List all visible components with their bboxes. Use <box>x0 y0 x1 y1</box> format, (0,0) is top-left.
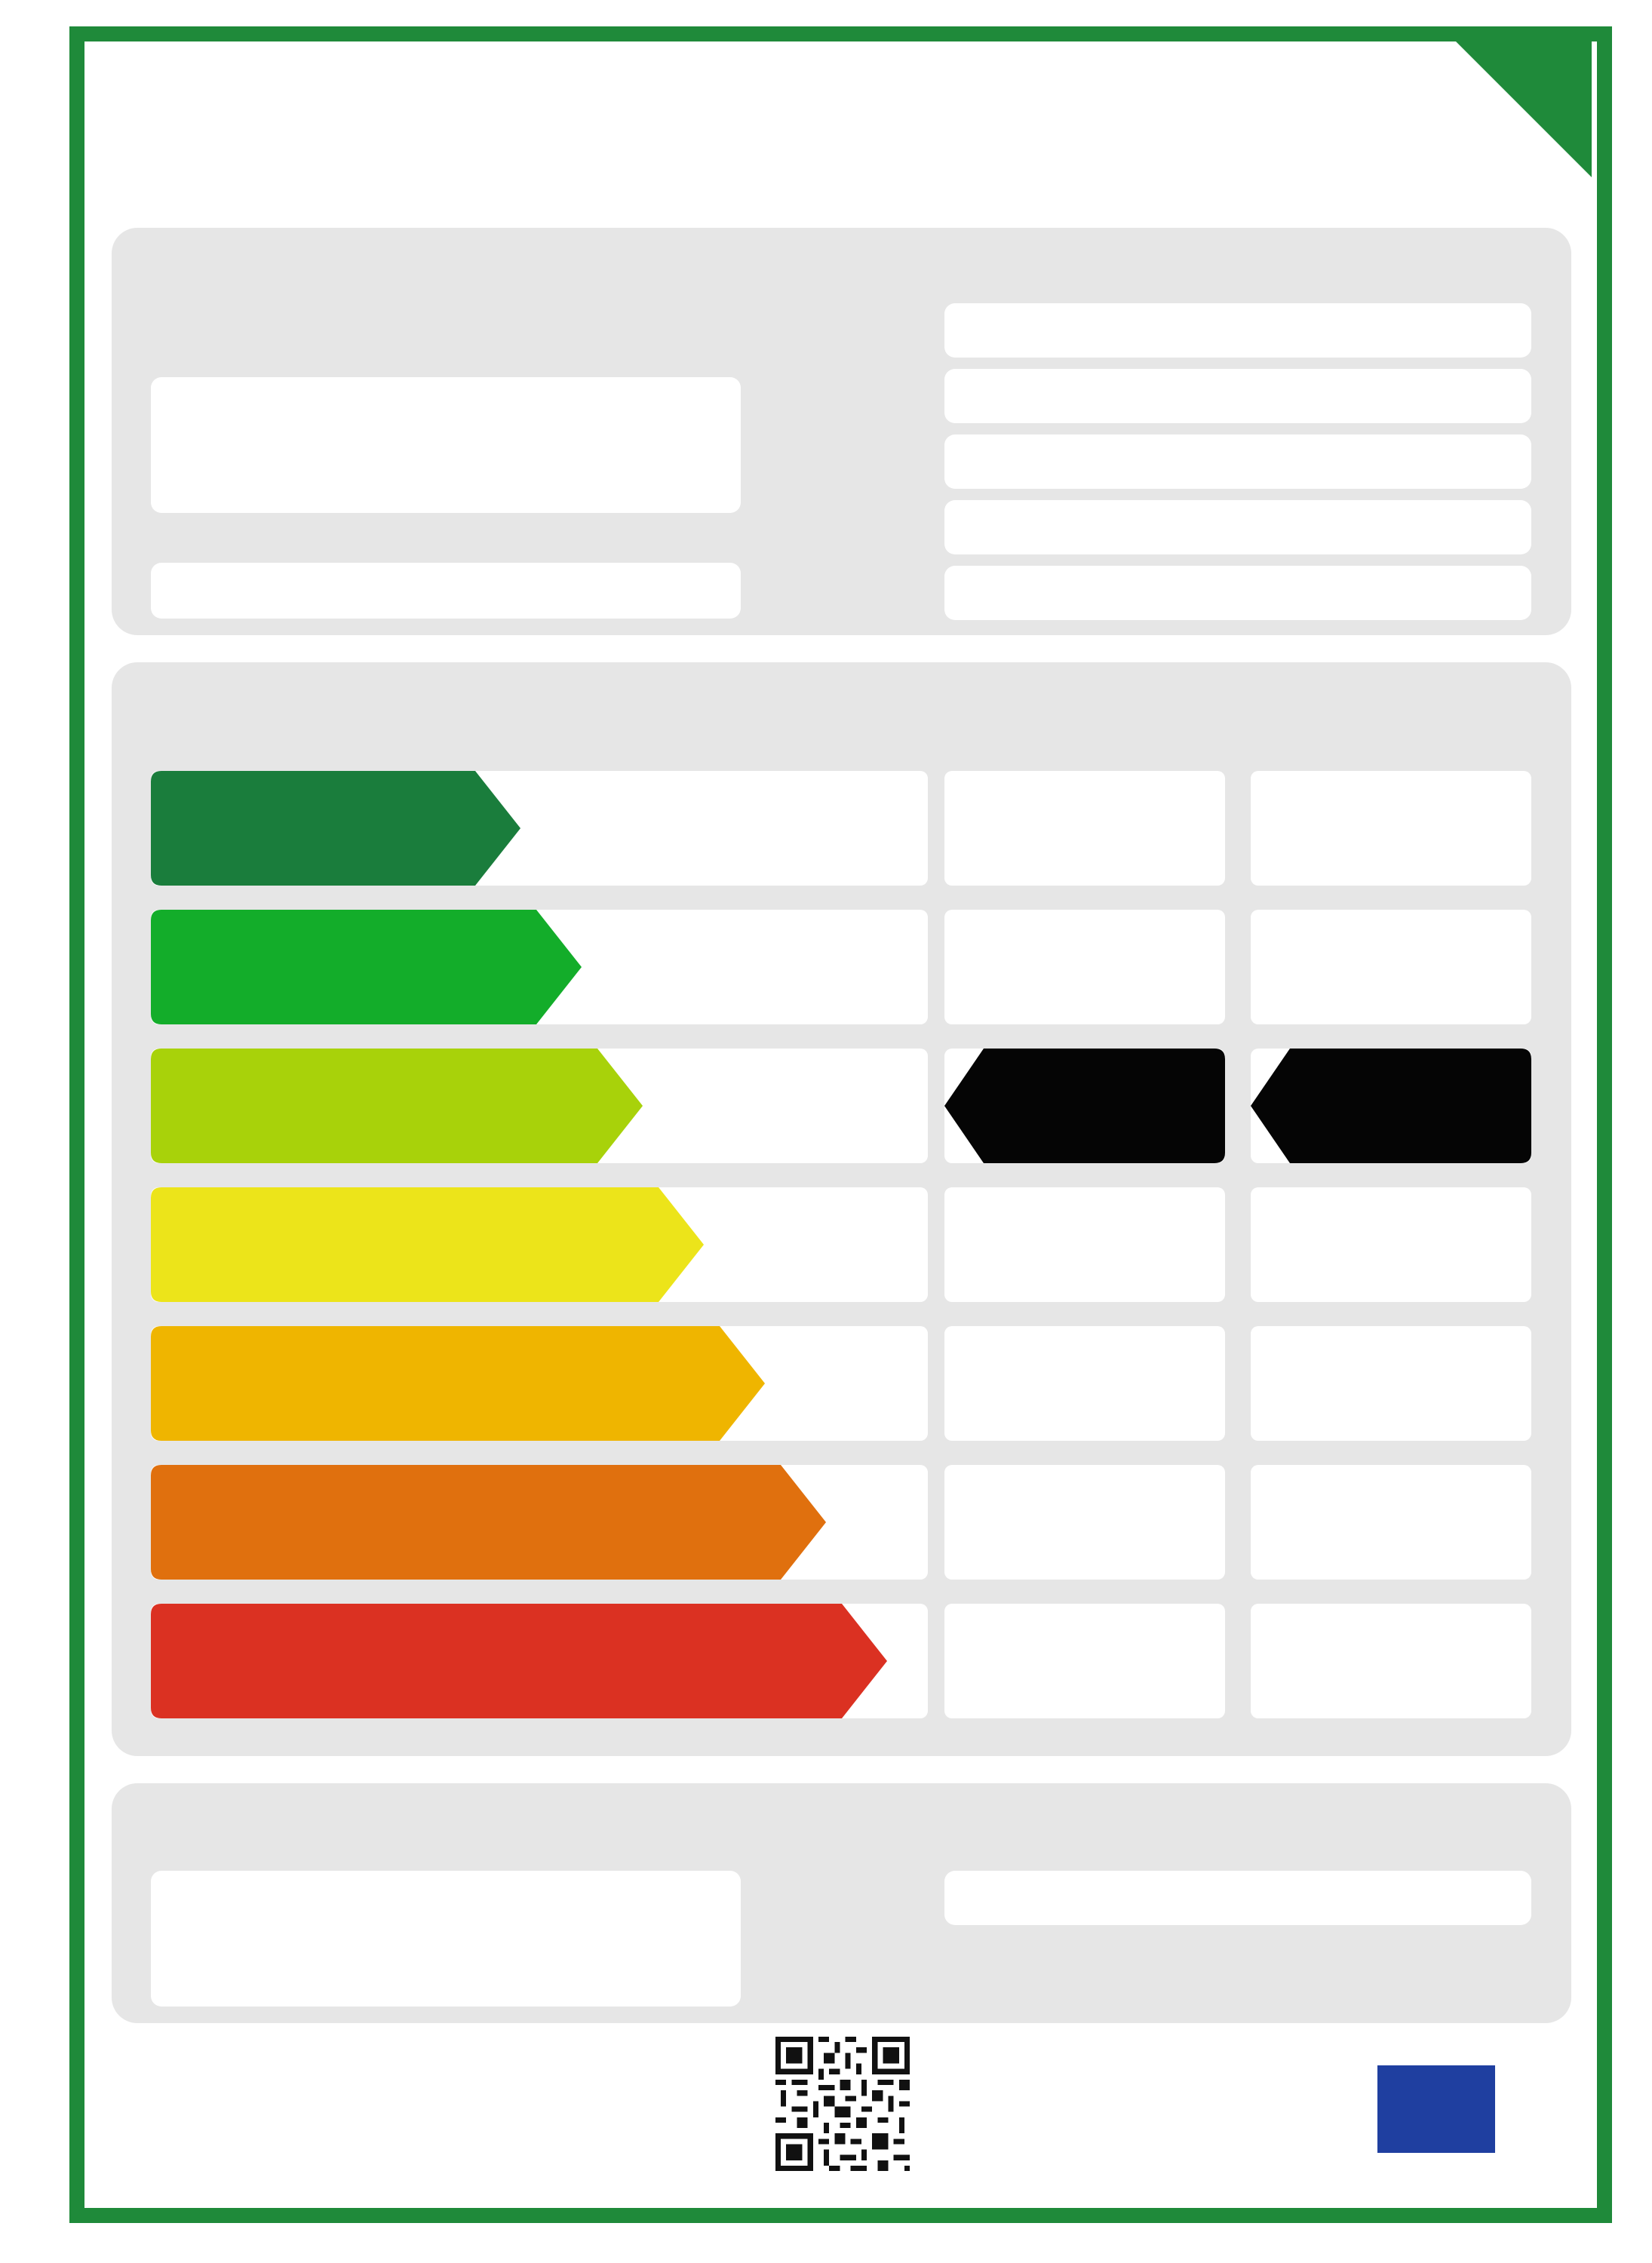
consumo-cell-a <box>944 771 1225 886</box>
emisiones-cell-g <box>1251 1604 1531 1718</box>
referencia-field <box>151 563 741 619</box>
corner-triangle <box>1456 41 1592 177</box>
consumo-cell-b <box>944 910 1225 1024</box>
emisiones-cell-d <box>1251 1187 1531 1302</box>
emisiones-cell-e <box>1251 1326 1531 1441</box>
consumo-cell-e <box>944 1326 1225 1441</box>
side-code <box>30 815 63 1267</box>
rating-bar-b <box>151 910 582 1024</box>
emisiones-cell-a <box>1251 771 1531 886</box>
rating-row-b <box>151 910 928 1024</box>
consumo-cell-d <box>944 1187 1225 1302</box>
cp-field <box>944 500 1531 554</box>
rating-bar-a <box>151 771 520 886</box>
rating-row-g <box>151 1604 928 1718</box>
rating-bar-c <box>151 1049 643 1163</box>
valid-until-field <box>944 1871 1531 1925</box>
municipio-field <box>944 434 1531 489</box>
rating-bar-d <box>151 1187 704 1302</box>
rating-row-d <box>151 1187 928 1302</box>
rating-bar-e <box>151 1326 765 1441</box>
comunidad-field <box>944 566 1531 620</box>
emisiones-cell-b <box>1251 910 1531 1024</box>
emisiones-rating-arrow <box>1251 1049 1531 1163</box>
consumo-cell-f <box>944 1465 1225 1580</box>
qr-code-icon <box>773 2037 912 2171</box>
rating-row-a <box>151 771 928 886</box>
consumo-rating-arrow <box>944 1049 1225 1163</box>
rating-bar-f <box>151 1465 826 1580</box>
rating-row-e <box>151 1326 928 1441</box>
rating-bar-g <box>151 1604 887 1718</box>
rating-row-f <box>151 1465 928 1580</box>
emisiones-cell-f <box>1251 1465 1531 1580</box>
tipo-field <box>944 303 1531 358</box>
consumo-cell-g <box>944 1604 1225 1718</box>
normativa-field <box>151 377 741 513</box>
registro-number-field <box>151 1871 741 2007</box>
eu-flag-icon <box>1377 2065 1495 2153</box>
direccion-field <box>944 369 1531 423</box>
rating-row-c <box>151 1049 928 1163</box>
